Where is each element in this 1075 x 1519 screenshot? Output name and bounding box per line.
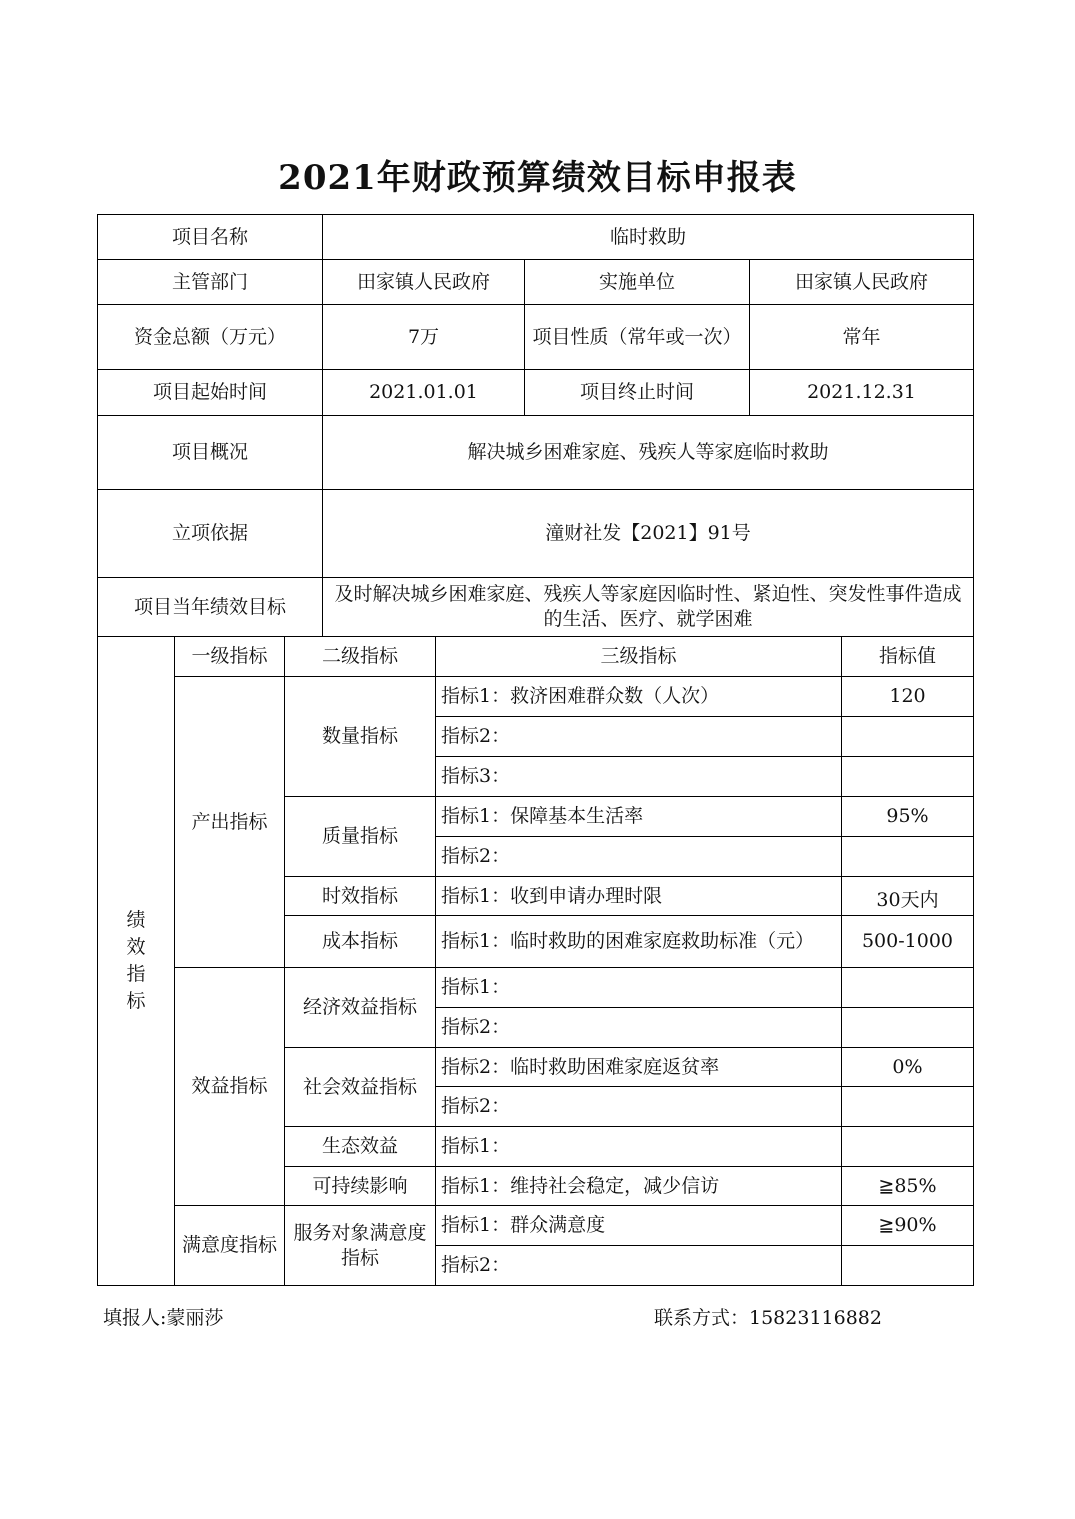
start-label: 项目起始时间 [97,369,323,416]
header-level1: 一级指标 [174,636,285,677]
level2-cost: 成本指标 [284,915,436,968]
indicator-value: 500-1000 [841,915,974,968]
level2-social: 社会效益指标 [284,1047,436,1127]
level3-indicator: 指标1：收到申请办理时限 [435,876,842,916]
level3-indicator: 指标1：维持社会稳定，减少信访 [435,1166,842,1206]
indicators-section-label [97,636,175,1286]
indicator-value: ≧90% [841,1205,974,1246]
unit-label: 实施单位 [524,259,750,305]
indicator-value [841,836,974,877]
fund-value: 7万 [322,304,525,370]
level3-indicator: 指标1：临时救助的困难家庭救助标准（元） [435,915,842,968]
level3-indicator: 指标1： [435,967,842,1008]
goal-value: 及时解决城乡困难家庭、残疾人等家庭因临时性、紧迫性、突发性事件造成的生活、医疗、就学困难 [322,577,974,637]
project-name-label: 项目名称 [97,214,323,260]
overview-value: 解决城乡困难家庭、残疾人等家庭临时救助 [322,415,974,490]
indicator-value [841,756,974,797]
nature-value: 常年 [749,304,974,370]
level3-indicator: 指标2： [435,716,842,757]
basis-label: 立项依据 [97,489,323,578]
level2-economic: 经济效益指标 [284,967,436,1048]
section-char: 效 [126,936,146,958]
header-value: 指标值 [841,636,974,677]
indicator-value [841,1007,974,1048]
indicator-value [841,1086,974,1127]
indicator-value [841,967,974,1008]
level2-sustainable: 可持续影响 [284,1166,436,1206]
project-name-value: 临时救助 [322,214,974,260]
level3-indicator: 指标2：临时救助困难家庭返贫率 [435,1047,842,1087]
unit-value: 田家镇人民政府 [749,259,974,305]
performance-table [97,214,974,1286]
dept-label: 主管部门 [97,259,323,305]
indicator-value [841,1126,974,1167]
level2-quality: 质量指标 [284,796,436,877]
indicator-value: 0% [841,1047,974,1087]
basis-value: 潼财社发【2021】91号 [322,489,974,578]
nature-label: 项目性质（常年或一次） [524,304,750,370]
indicator-value: ≧85% [841,1166,974,1206]
level3-indicator: 指标1： [435,1126,842,1167]
level3-indicator: 指标1：群众满意度 [435,1205,842,1246]
filler-name: 填报人:蒙丽莎 [103,1307,224,1329]
level3-indicator: 指标2： [435,1086,842,1127]
level1-benefit: 效益指标 [174,967,285,1206]
level1-satisfaction: 满意度指标 [174,1205,285,1286]
end-value: 2021.12.31 [749,369,974,416]
page-title: 2021年财政预算绩效目标申报表 [278,158,797,198]
section-char: 指 [126,963,146,985]
start-value: 2021.01.01 [322,369,525,416]
header-level2: 二级指标 [284,636,436,677]
goal-label: 项目当年绩效目标 [97,577,323,637]
end-label: 项目终止时间 [524,369,750,416]
contact-info: 联系方式：15823116882 [654,1307,882,1329]
level3-indicator: 指标2： [435,1245,842,1286]
fund-label: 资金总额（万元） [97,304,323,370]
level2-ecological: 生态效益 [284,1126,436,1167]
level3-indicator: 指标2： [435,1007,842,1048]
indicator-value: 95% [841,796,974,837]
level1-output: 产出指标 [174,676,285,968]
level3-indicator: 指标2： [435,836,842,877]
level3-indicator: 指标1：救济困难群众数（人次） [435,676,842,717]
dept-value: 田家镇人民政府 [322,259,525,305]
section-char: 标 [126,990,146,1012]
overview-label: 项目概况 [97,415,323,490]
indicator-value: 120 [841,676,974,717]
indicator-value [841,1245,974,1286]
level2-timeliness: 时效指标 [284,876,436,916]
level2-service: 服务对象满意度指标 [284,1205,436,1286]
level3-indicator: 指标1：保障基本生活率 [435,796,842,837]
indicator-value: 30天内 [841,876,974,916]
level3-indicator: 指标3： [435,756,842,797]
section-char: 绩 [126,909,146,931]
header-level3: 三级指标 [435,636,842,677]
level2-quantity: 数量指标 [284,676,436,797]
indicator-value [841,716,974,757]
